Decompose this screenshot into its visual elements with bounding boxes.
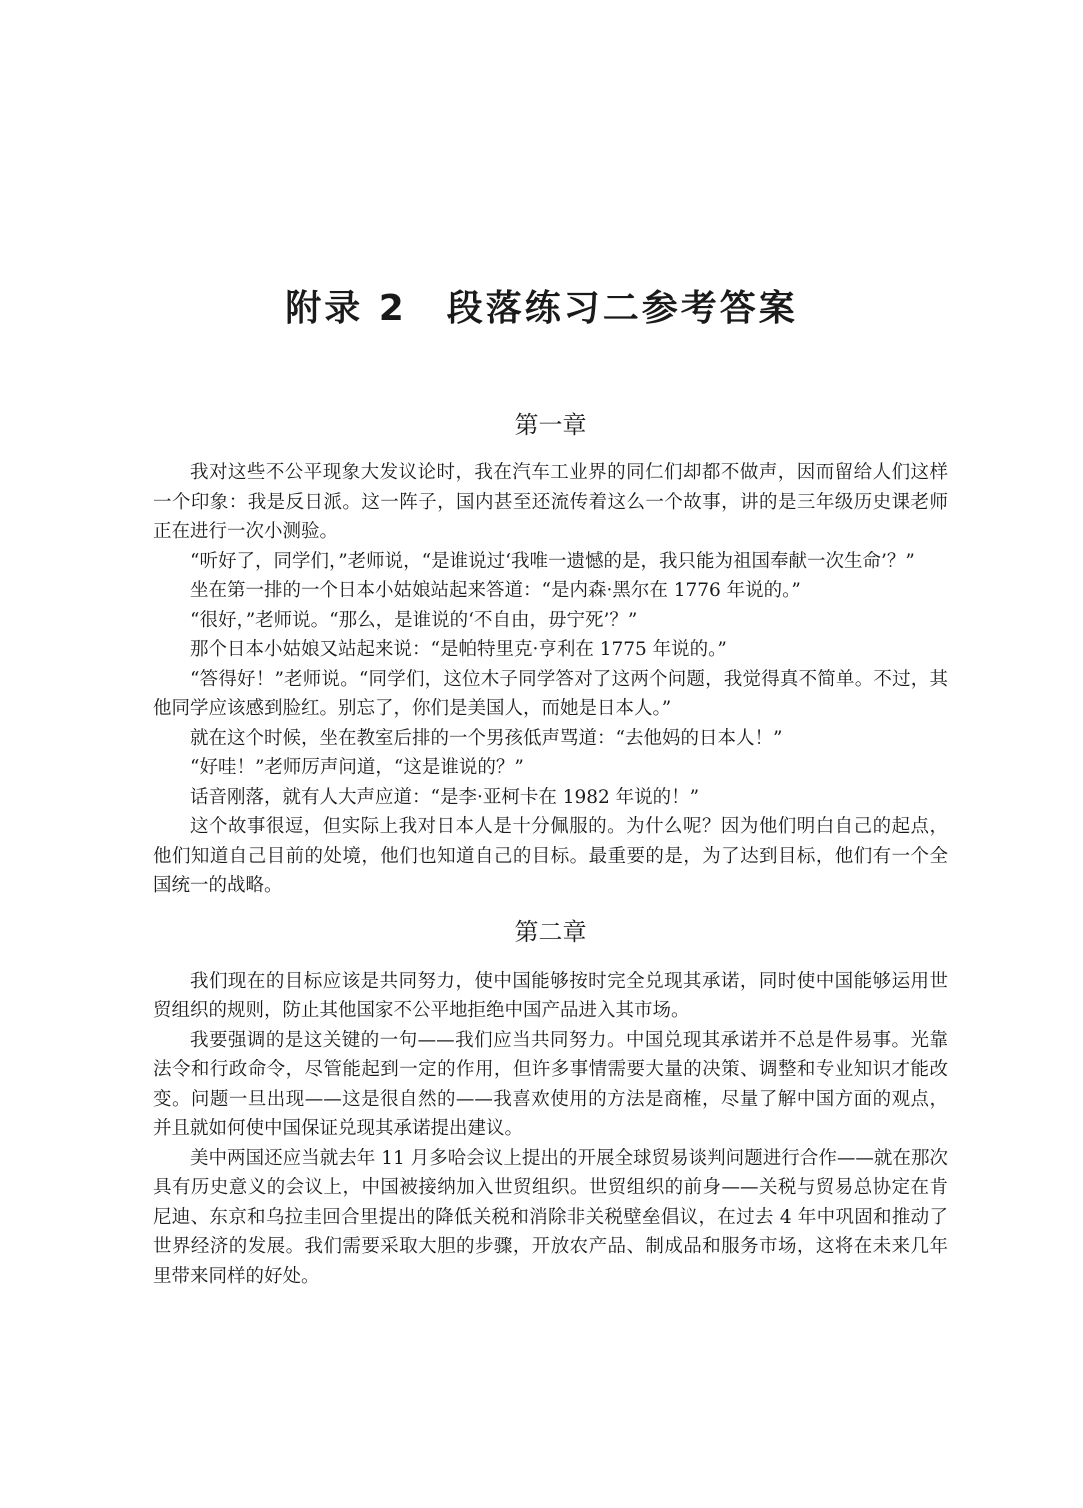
- paragraph: 美中两国还应当就去年 11 月多哈会议上提出的开展全球贸易谈判问题进行合作——就在那次具有历史意义的会议上，中国被接纳加入世贸组织。世贸组织的前身——关税与贸易总协定在肯尼迪、东京和乌拉圭回合里提出的降低关税和消除非关税壁垒倡议，在过去 4 年中巩固和推动了世界经济的发展。我们需要采取大胆的步骤，开放农产品、制成品和服务市场，这将在未来几年里带来同样的好处。: [153, 1147, 948, 1287]
- chapter-one-heading: 第一章: [514, 411, 587, 439]
- document-body: [153, 408, 948, 1291]
- paragraph: 坐在第一排的一个日本小姑娘站起来答道：“是内森·黑尔在 1776 年说的。”: [190, 580, 801, 601]
- page-title: [0, 280, 1083, 331]
- paragraph: 话音刚落，就有人大声应道：“是李·亚柯卡在 1982 年说的！”: [190, 786, 700, 808]
- paragraph: 我们现在的目标应该是共同努力，使中国能够按时完全兑现其承诺，同时使中国能够运用世贸组织的规则，防止其他国家不公平地拒绝中国产品进入其市场。: [153, 970, 948, 1021]
- paragraph: “很好，”老师说。“那么，是谁说的‘不自由，毋宁死’？”: [190, 609, 638, 631]
- paragraph: 那个日本小姑娘又站起来说：“是帕特里克·亨利在 1775 年说的。”: [190, 639, 727, 660]
- chapter-two-heading: 第二章: [514, 917, 587, 946]
- chapter-two-section: [153, 915, 948, 1292]
- paragraph: “答得好！”老师说。“同学们，这位木子同学答对了这两个问题，我觉得真不简单。不过，其他同学应该感到脸红。别忘了，你们是美国人，而她是日本人。”: [153, 668, 948, 719]
- paragraph: 我对这些不公平现象大发议论时，我在汽车工业界的同仁们却都不做声，因而留给人们这样一个印象：我是反日派。这一阵子，国内甚至还流传着这么一个故事，讲的是三年级历史课老师正在进行一次小测验。: [153, 462, 948, 542]
- chapter-one-section: [153, 408, 948, 901]
- paragraph: 就在这个时候，坐在教室后排的一个男孩低声骂道：“去他妈的日本人！”: [190, 727, 783, 749]
- paragraph: “好哇！”老师厉声问道，“这是谁说的？”: [190, 757, 524, 778]
- paragraph: 我要强调的是这关键的一句——我们应当共同努力。中国兑现其承诺并不总是件易事。光靠法令和行政命令，尽管能起到一定的作用，但许多事情需要大量的决策、调整和专业知识才能改变。问题一旦出现——这是很自然的——我喜欢使用的方法是商榷，尽量了解中国方面的观点，并且就如何使中国保证兑现其承诺提出建议。: [153, 1029, 948, 1139]
- paragraph: 这个故事很逗，但实际上我对日本人是十分佩服的。为什么呢？因为他们明白自己的起点，他们知道自己目前的处境，他们也知道自己的目标。最重要的是，为了达到目标，他们有一个全国统一的战略。: [153, 816, 948, 896]
- appendix-title: 段落练习二参考答案: [446, 288, 798, 329]
- paragraph: “听好了，同学们，”老师说，“是谁说过‘我唯一遗憾的是，我只能为祖国奉献一次生命’？”: [190, 550, 915, 572]
- appendix-number: 附录 2: [285, 288, 407, 329]
